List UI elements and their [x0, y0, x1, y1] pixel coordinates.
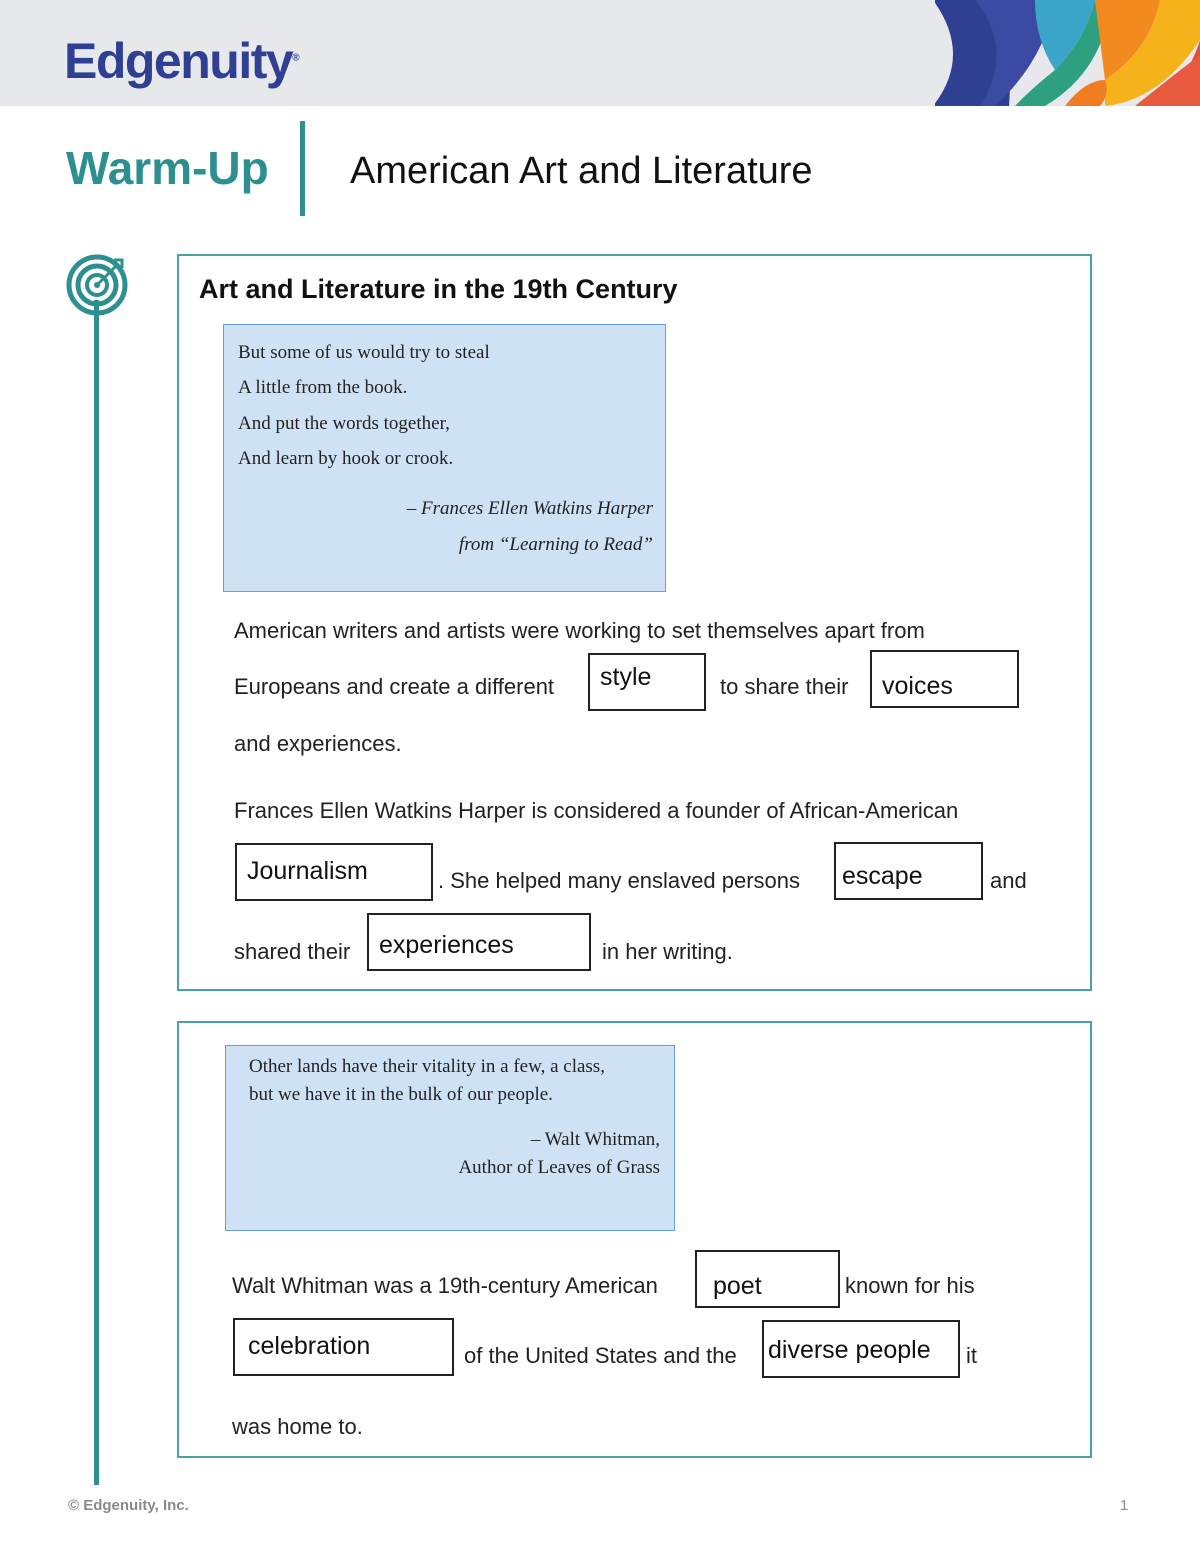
section-heading: Art and Literature in the 19th Century [199, 274, 678, 304]
quote-line: And learn by hook or crook. [238, 448, 454, 469]
paragraph-text: to share their [720, 674, 849, 699]
page-title: American Art and Literature [350, 150, 813, 192]
paragraph-text: was home to. [232, 1414, 363, 1439]
paragraph-text: known for his [845, 1273, 975, 1298]
quote-line: Other lands have their vitality in a few, a class, [249, 1056, 605, 1077]
answer-box-escape[interactable]: escape [834, 842, 983, 900]
quote-line: And put the words together, [238, 413, 450, 434]
answer-box-experiences[interactable]: experiences [367, 913, 591, 971]
quote-attribution-source: from “Learning to Read” [458, 534, 653, 555]
paragraph-text: Walt Whitman was a 19th-century American [232, 1273, 658, 1298]
answer-box-diverse-people[interactable]: diverse people [762, 1320, 960, 1378]
timeline-line [94, 300, 99, 1485]
quote-attribution-author: – Frances Ellen Watkins Harper [406, 498, 653, 519]
quote-line: but we have it in the bulk of our people. [249, 1084, 553, 1105]
paragraph-text: shared their [234, 939, 351, 964]
quote-attribution-author: – Walt Whitman, [530, 1129, 660, 1150]
paragraph-text: . She helped many enslaved persons [438, 868, 801, 893]
answer-box-celebration[interactable]: celebration [233, 1318, 454, 1376]
section-art-literature [177, 254, 1092, 991]
paragraph-text: it [966, 1343, 977, 1368]
answer-box-journalism[interactable]: Journalism [235, 843, 433, 901]
paragraph-text: American writers and artists were working to set themselves apart from [234, 618, 925, 643]
paragraph-text: and [990, 868, 1027, 893]
paragraph-text: of the United States and the [464, 1343, 737, 1368]
target-icon [66, 254, 128, 316]
quote-box-harper [223, 324, 666, 592]
paragraph-text: in her writing. [602, 939, 733, 964]
edgenuity-logo: Edgenuity® [64, 33, 300, 89]
answer-box-style[interactable]: style [588, 653, 706, 711]
title-divider [300, 121, 305, 216]
section-label: Warm-Up [66, 142, 269, 194]
paragraph-text: Frances Ellen Watkins Harper is considered a founder of African-American [234, 798, 959, 823]
section-whitman [177, 1021, 1092, 1458]
answer-box-poet[interactable]: poet [695, 1250, 840, 1308]
paragraph-text: Europeans and create a different [234, 674, 555, 699]
footer-copyright: © Edgenuity, Inc. [68, 1497, 189, 1514]
quote-box-whitman [225, 1045, 675, 1231]
decorative-petal-art [935, 0, 1200, 106]
header-band [0, 0, 1200, 106]
answer-box-voices[interactable]: voices [870, 650, 1019, 708]
quote-attribution-source: Author of Leaves of Grass [458, 1157, 660, 1178]
quote-line: But some of us would try to steal [238, 342, 490, 363]
paragraph-text: and experiences. [234, 731, 402, 756]
quote-line: A little from the book. [238, 377, 408, 398]
page-number: 1 [1120, 1497, 1129, 1514]
